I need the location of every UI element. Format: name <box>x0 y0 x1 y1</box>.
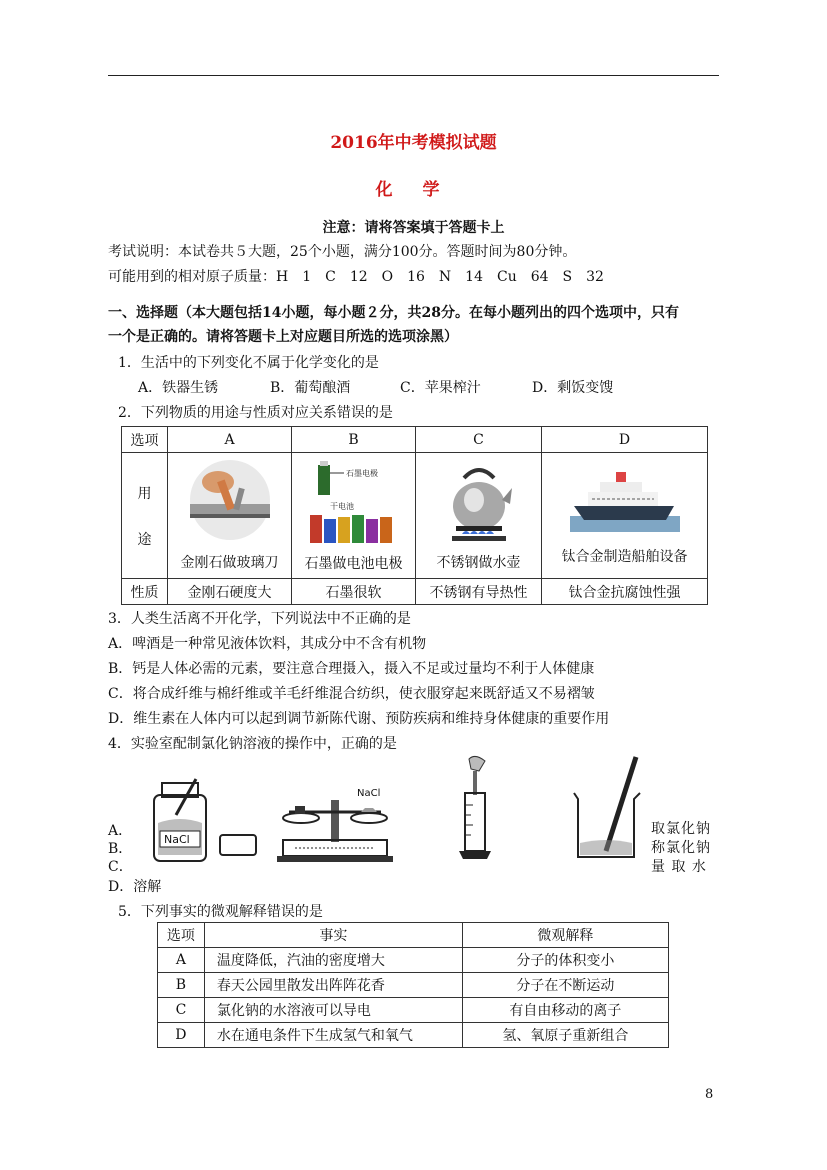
ship-image <box>570 466 680 532</box>
exam-title: 2016年中考模拟试题 <box>330 133 497 153</box>
q3-option-c: C．将合成纤维与棉纤维或羊毛纤维混合纺织，使衣服穿起来既舒适又不易褶皱 <box>108 686 595 702</box>
balance-nacl-label: NaCl <box>357 788 381 799</box>
subject-title: 化 学 <box>375 180 452 200</box>
q2-prop-d: 钛合金抗腐蚀性强 <box>542 579 708 605</box>
q5-cell-fact: 春天公园里散发出阵阵花香 <box>204 973 462 998</box>
q4-stem: 4．实验室配制氯化钠溶液的操作中，正确的是 <box>108 736 397 752</box>
q4-label-d: D．溶解 <box>108 879 162 895</box>
nacl-bottle-label: NaCl <box>164 833 190 846</box>
q1-option-a: A．铁器生锈 <box>138 380 219 396</box>
q5-header-cell: 微观解释 <box>462 923 668 948</box>
q5-cell-explain: 分子在不断运动 <box>462 973 668 998</box>
header-rule <box>108 75 719 76</box>
page-number: 8 <box>705 1087 714 1102</box>
q2-prop-a: 金刚石硬度大 <box>168 579 292 605</box>
q3-option-b: B．钙是人体必需的元素，要注意合理摄入，摄入不足或过量均不利于人体健康 <box>108 661 595 677</box>
section-heading-1: 一、选择题（本大题包括14小题，每小题２分，共28分。在每小题列出的四个选项中，只有 <box>108 305 679 321</box>
q2-header-cell: D <box>542 427 708 453</box>
q1-option-d: D．剩饭变馊 <box>532 380 614 396</box>
q4-label-c: C． <box>108 859 133 875</box>
q4-label-b: B． <box>108 841 133 857</box>
q2-props-label: 性质 <box>122 579 168 605</box>
q3-option-d: D．维生素在人体内可以起到调节新陈代谢、预防疾病和维持身体健康的重要作用 <box>108 711 610 727</box>
q2-table <box>121 426 708 605</box>
q2-use-cell-a <box>168 453 292 579</box>
q5-stem: 5．下列事实的微观解释错误的是 <box>118 904 323 920</box>
q3-stem: 3．人类生活离不开化学，下列说法中不正确的是 <box>108 611 411 627</box>
balance-diagram <box>275 782 395 864</box>
battery-label-dry: 干电池 <box>329 501 354 511</box>
q5-cell-option: C <box>158 998 205 1023</box>
q1-stem: 1．生活中的下列变化不属于化学变化的是 <box>118 355 379 371</box>
q5-cell-fact: 温度降低，汽油的密度增大 <box>204 948 462 973</box>
q5-table <box>157 922 669 1048</box>
kettle-image <box>444 460 514 542</box>
atomic-mass: 可能用到的相对原子质量：H 1 C 12 O 16 N 14 Cu 64 S 32 <box>108 269 604 285</box>
q5-header-cell: 事实 <box>204 923 462 948</box>
q2-use-b: 石墨做电池电极 <box>304 555 403 572</box>
q4-right-c: 量 取 水 <box>651 859 707 875</box>
q5-cell-fact: 氯化钠的水溶液可以导电 <box>204 998 462 1023</box>
q5-cell-option: B <box>158 973 205 998</box>
q2-header-cell: B <box>292 427 416 453</box>
q2-prop-c: 不锈钢有导热性 <box>416 579 542 605</box>
glass-cutter-image <box>184 460 276 540</box>
q5-cell-fact: 水在通电条件下生成氢气和氧气 <box>204 1023 462 1048</box>
dissolve-diagram <box>570 755 644 865</box>
take-nacl-diagram <box>150 775 262 865</box>
q5-cell-explain: 氢、氧原子重新组合 <box>462 1023 668 1048</box>
q2-stem: 2．下列物质的用途与性质对应关系错误的是 <box>118 405 393 421</box>
q2-use-cell-c <box>416 453 542 579</box>
notice: 注意：请将答案填于答题卡上 <box>322 220 505 236</box>
q4-right-b: 称氯化钠 <box>651 840 711 856</box>
q3-option-a: A．啤酒是一种常见液体饮料，其成分中不含有机物 <box>108 636 427 652</box>
battery-label-graphite: 石墨电极 <box>345 468 378 478</box>
q2-use-a: 金刚石做玻璃刀 <box>180 554 279 571</box>
q2-header-cell: C <box>416 427 542 453</box>
q2-use-cell-d <box>542 453 708 579</box>
q4-right-a: 取氯化钠 <box>651 821 711 837</box>
q1-option-b: B．葡萄酿酒 <box>270 380 351 396</box>
q2-use-cell-b <box>292 453 416 579</box>
q2-use-d: 钛合金制造船舶设备 <box>561 548 688 565</box>
q5-cell-option: A <box>158 948 205 973</box>
q4-label-a: A． <box>108 823 133 839</box>
measure-water-diagram <box>455 755 495 861</box>
q2-use-label-top: 用 <box>137 485 152 502</box>
q5-header-cell: 选项 <box>158 923 205 948</box>
battery-image <box>306 459 402 545</box>
q2-header-cell: 选项 <box>122 427 168 453</box>
q5-cell-explain: 分子的体积变小 <box>462 948 668 973</box>
q5-cell-explain: 有自由移动的离子 <box>462 998 668 1023</box>
q2-use-label-cell <box>122 453 168 579</box>
q2-prop-b: 石墨很软 <box>292 579 416 605</box>
q5-cell-option: D <box>158 1023 205 1048</box>
section-heading-2: 一个是正确的。请将答题卡上对应题目所选的选项涂黑） <box>108 329 458 345</box>
q2-use-c: 不锈钢做水壶 <box>436 554 521 571</box>
q2-header-cell: A <box>168 427 292 453</box>
q2-use-label-bottom: 途 <box>137 531 152 548</box>
q1-option-c: C．苹果榨汁 <box>400 380 481 396</box>
exam-note: 考试说明：本试卷共５大题，25个小题，满分100分。答题时间为80分钟。 <box>108 244 577 260</box>
